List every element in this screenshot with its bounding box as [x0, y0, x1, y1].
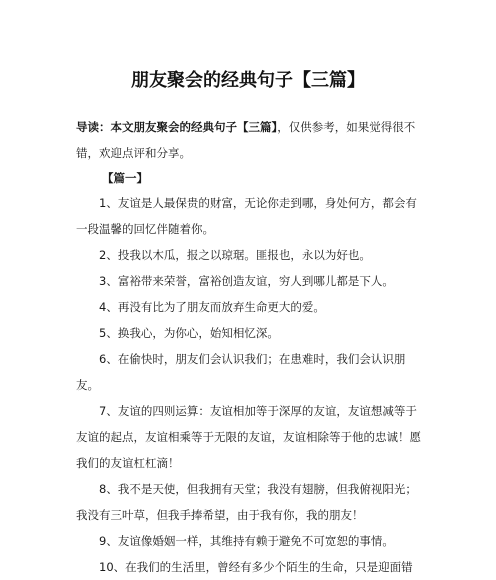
list-item: 4、再没有比为了朋友而放弃生命更大的爱。 — [99, 300, 325, 314]
list-item: 3、富裕带来荣誉，富裕创造友谊，穷人到哪儿都是下人。 — [99, 274, 394, 288]
quote-list — [76, 190, 426, 580]
list-item: 1、友谊是人最保贵的财富，无论你走到哪，身处何方，都会有一段温馨的回忆伴随着你。 — [76, 196, 417, 236]
list-item: 9、友谊像婚姻一样，其维持有赖于避免不可宽恕的事情。 — [99, 534, 394, 548]
document-title: 朋友聚会的经典句子【三篇】 — [131, 70, 365, 91]
list-item: 6、在偷快时，朋友们会认识我们；在患难时，我们会认识朋友。 — [76, 352, 406, 392]
list-item: 2、投我以木瓜，报之以琼琚。匪报也，永以为好也。 — [99, 248, 371, 262]
section-heading: 【篇一】 — [102, 171, 148, 185]
list-item: 5、换我心，为你心，始知相忆深。 — [99, 326, 279, 340]
intro-rest: ，仅供参考，如果觉得很不错，欢迎点评和分享。 — [76, 120, 416, 160]
list-item: 7、友谊的四则运算：友谊相加等于深厚的友谊，友谊想减等于友谊的起点，友谊相乘等于无限的友谊，友谊相除等于他的忠诚！愿我们的友谊杠杠滴！ — [76, 404, 421, 470]
list-item: 10、在我们的生活里，曾经有多少个陌生的生命，只是迎面错 — [99, 560, 413, 574]
intro-lead: 导读：本文 — [76, 120, 134, 134]
list-item: 8、我不是天使，但我拥有天堂；我没有翅膀，但我俯视阳光；我没有三叶草，但我手捧希望，由于我有你，我的朋友！ — [76, 482, 417, 522]
intro-bold-title: 朋友聚会的经典句子【三篇】 — [133, 120, 278, 134]
intro-paragraph — [76, 114, 424, 166]
